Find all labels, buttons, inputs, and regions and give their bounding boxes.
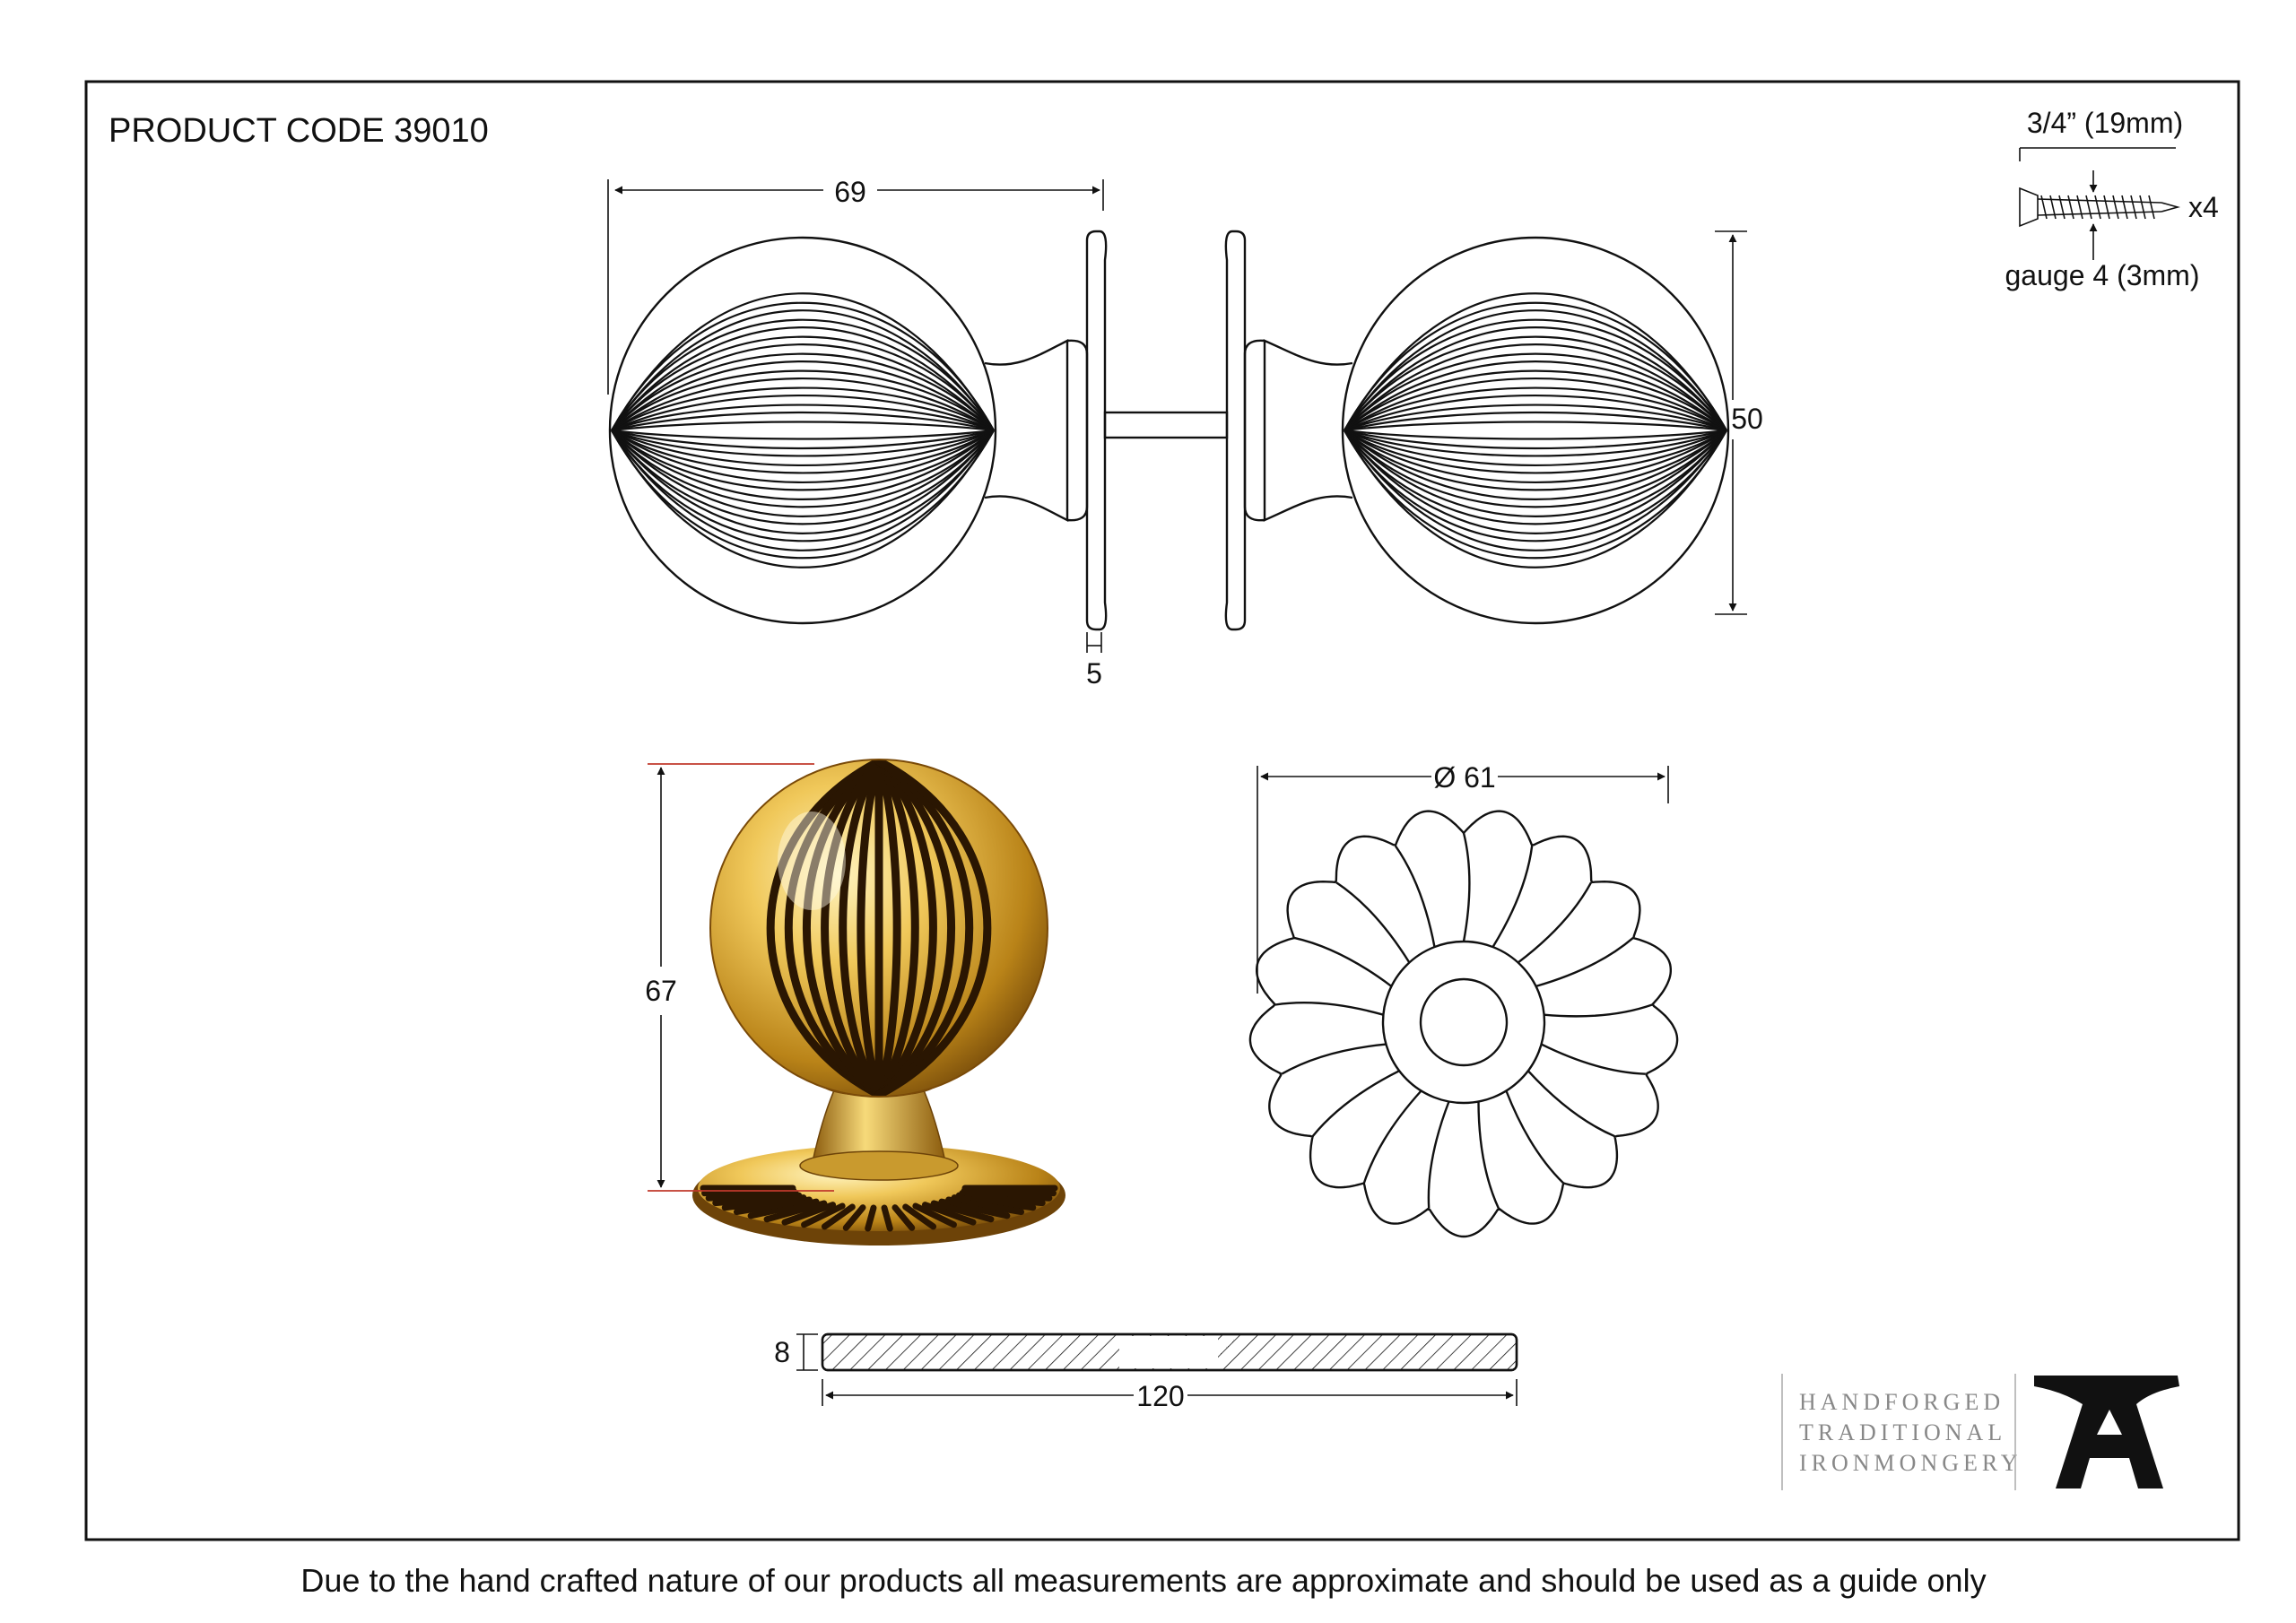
dim-overall-height: 67 — [645, 975, 677, 1007]
drawing-frame — [86, 82, 2239, 1540]
brand-line-3: IRONMONGERY — [1799, 1450, 2022, 1476]
left-knob-neck — [985, 341, 1067, 520]
right-rose-plate — [1226, 231, 1245, 629]
dim-knob-length: 69 — [834, 176, 866, 208]
product-code: PRODUCT CODE 39010 — [109, 112, 489, 150]
screw-length-label: 3/4” (19mm) — [2026, 107, 2184, 139]
brand-line-2: TRADITIONAL — [1799, 1419, 2007, 1445]
brand-block — [1782, 1374, 2179, 1490]
dim-knob-diameter: 50 — [1731, 403, 1763, 435]
left-rose-plate — [1087, 231, 1106, 629]
dim-spindle-length: 120 — [1136, 1380, 1185, 1412]
brand-line-1: HANDFORGED — [1799, 1389, 2005, 1415]
left-collar — [1067, 341, 1087, 520]
right-collar — [1245, 341, 1265, 520]
dim-rose-thickness: 5 — [1086, 657, 1102, 690]
left-knob-ball — [610, 238, 996, 623]
screw-gauge-label: gauge 4 (3mm) — [2005, 259, 2200, 291]
spindle-side — [1105, 412, 1227, 438]
rose-plan-view — [1250, 761, 1677, 1237]
screw-spec — [2005, 107, 2219, 291]
footer-disclaimer: Due to the hand crafted nature of our products all measurements are approximate and should be used as a guide only — [300, 1562, 1987, 1599]
dim-rose-diameter: Ø 61 — [1433, 761, 1496, 794]
anvil-logo-icon — [2034, 1376, 2179, 1488]
brass-knob-photo — [692, 759, 1065, 1245]
right-knob-neck — [1265, 341, 1352, 520]
spindle-plan-view — [774, 1334, 1517, 1412]
dim-spindle-thickness: 8 — [774, 1336, 790, 1368]
screw-quantity: x4 — [2188, 191, 2219, 223]
side-elevation-view — [608, 176, 1763, 690]
screw-icon — [2020, 170, 2178, 260]
right-knob-ball — [1343, 238, 1728, 623]
